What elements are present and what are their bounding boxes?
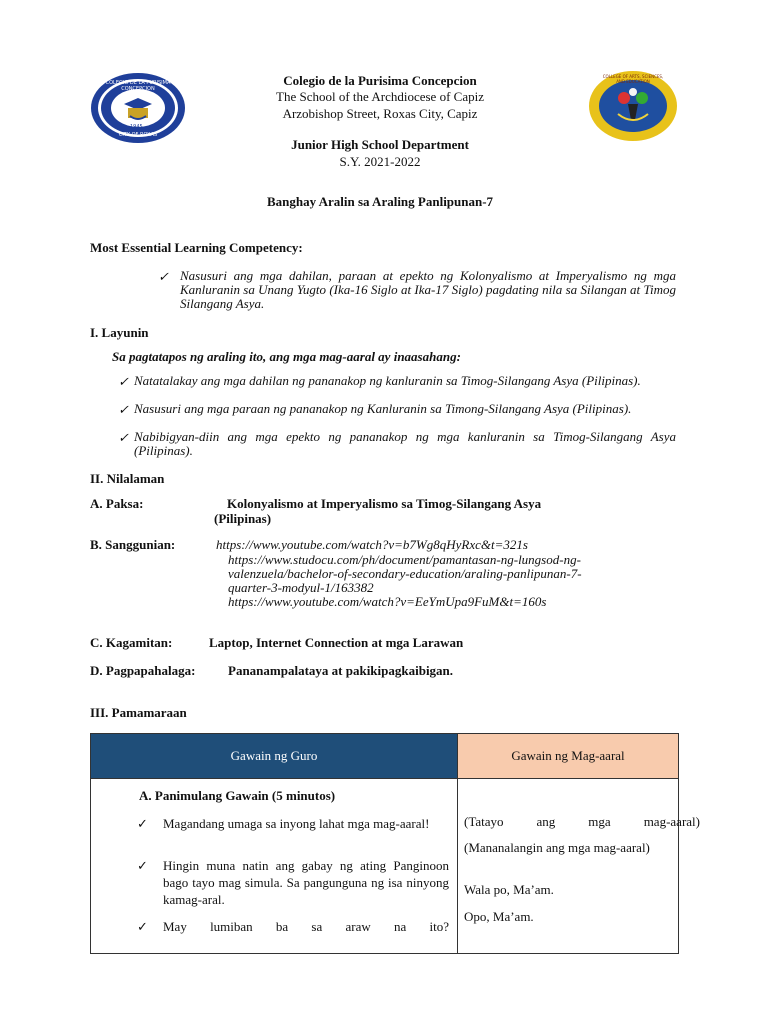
layunin-item-text: Natatalakay ang mga dahilan ng pananakop ng kanluranin sa Timog-Silangang Asya (Pilipinas). bbox=[134, 373, 641, 388]
magaaral-item: Wala po, Ma’am. bbox=[464, 882, 554, 897]
column-header-magaaral: Gawain ng Mag-aaral bbox=[458, 734, 679, 779]
guro-item-text: Magandang umaga sa inyong lahat mga mag-aaral! bbox=[163, 816, 430, 831]
paksa-value: Kolonyalismo at Imperyalismo sa Timog-Silangang Asya bbox=[227, 496, 542, 511]
left-logo-ring-text: COLEGIO DE LA PURISIMA CONCEPCION bbox=[105, 80, 171, 92]
check-icon: ✓ bbox=[137, 816, 148, 831]
paksa-label: A. Paksa: bbox=[90, 496, 144, 511]
check-icon: ✓ bbox=[158, 269, 169, 284]
school-year: S.Y. 2021-2022 bbox=[339, 154, 421, 169]
school-seal-left-logo bbox=[90, 72, 186, 144]
left-logo-bottom-text: CITY OF ROXAS bbox=[118, 132, 158, 138]
magaaral-item: (Tatayo ang mga mag-aaral) bbox=[464, 814, 700, 829]
department: Junior High School Department bbox=[291, 137, 469, 152]
layunin-item bbox=[118, 430, 676, 458]
magaaral-item: (Mananalangin ang mga mag-aaral) bbox=[464, 840, 650, 855]
magaaral-item: Opo, Ma’am. bbox=[464, 909, 534, 924]
sanggunian-link[interactable]: https://www.youtube.com/watch?v=EeYmUpa9FuM&t=160s bbox=[228, 594, 547, 609]
magaaral-cell bbox=[458, 779, 700, 954]
layunin-item bbox=[118, 402, 676, 416]
pagpapahalaga-label: D. Pagpapahalaga: bbox=[90, 663, 196, 678]
layunin-item-text: Nabibigyan-diin ang mga epekto ng pananakop ng mga kanluranin sa Timog-Silangang Asya (Pilipinas). bbox=[134, 429, 676, 458]
school-subtitle: The School of the Archdiocese of Capiz bbox=[276, 89, 484, 104]
sanggunian-label: B. Sanggunian: bbox=[90, 537, 176, 552]
check-icon: ✓ bbox=[118, 374, 129, 389]
right-logo-ring-text: COLLEGE OF ARTS, SCIENCES, AND EDUCATION bbox=[602, 74, 664, 84]
pagpapahalaga-value: Pananampalataya at pakikipagkaibigan. bbox=[228, 663, 454, 678]
sanggunian-link-cont[interactable]: quarter-3-modyul-1/163382 bbox=[228, 580, 374, 595]
table-header-row bbox=[91, 734, 679, 779]
layunin-item bbox=[118, 374, 676, 388]
college-seal-right-logo bbox=[588, 70, 678, 142]
kagamitan-label: C. Kagamitan: bbox=[90, 635, 173, 650]
kagamitan-value: Laptop, Internet Connection at mga Larawan bbox=[209, 635, 464, 650]
check-icon: ✓ bbox=[118, 430, 129, 445]
column-header-guro: Gawain ng Guro bbox=[91, 734, 458, 779]
melc-item-text: Nasusuri ang mga dahilan, paraan at epekto ng Kolonyalismo at Imperyalismo ng mga Kanluranin sa Unang Yugto (Ika-16 Siglo at Ika-17 Siglo) pagdating nila sa Silangan at Timog Silangang Asya. bbox=[180, 268, 676, 311]
left-logo-year: 1945 bbox=[130, 124, 143, 130]
sanggunian-link[interactable]: https://www.youtube.com/watch?v=b7Wg8qHyRxc&t=321s bbox=[216, 537, 528, 552]
guro-item bbox=[137, 918, 449, 935]
lesson-procedure-table bbox=[90, 733, 700, 954]
document-title: Banghay Aralin sa Araling Panlipunan-7 bbox=[266, 194, 494, 209]
sanggunian-link-cont[interactable]: valenzuela/bachelor-of-secondary-education/araling-panlipunan-7- bbox=[228, 566, 582, 581]
melc-item bbox=[158, 269, 676, 311]
sanggunian-link[interactable]: https://www.studocu.com/ph/document/pamantasan-ng-lungsod-ng- bbox=[228, 552, 581, 567]
guro-cell bbox=[91, 779, 458, 954]
check-icon: ✓ bbox=[137, 919, 148, 934]
school-name: Colegio de la Purisima Concepcion bbox=[283, 73, 477, 88]
melc-heading: Most Essential Learning Competency: bbox=[90, 240, 303, 255]
check-icon: ✓ bbox=[137, 858, 148, 873]
layunin-heading: I. Layunin bbox=[90, 325, 149, 340]
school-address: Arzobishop Street, Roxas City, Capiz bbox=[282, 106, 478, 121]
paksa-value-cont: (Pilipinas) bbox=[214, 511, 272, 526]
pamamaraan-heading: III. Pamamaraan bbox=[90, 705, 187, 720]
layunin-intro: Sa pagtatapos ng araling ito, ang mga mag-aaral ay inaasahang: bbox=[112, 349, 461, 364]
guro-item bbox=[137, 857, 449, 908]
guro-item-text: Hingin muna natin ang gabay ng ating Panginoon bago tayo mag simula. Sa pangunguna ng isa ninyong kamag-aral. bbox=[163, 858, 449, 907]
guro-item bbox=[137, 815, 449, 832]
table-row bbox=[91, 779, 679, 954]
check-icon: ✓ bbox=[118, 402, 129, 417]
nilalaman-heading: II. Nilalaman bbox=[90, 471, 165, 486]
layunin-item-text: Nasusuri ang mga paraan ng pananakop ng Kanluranin sa Timong-Silangang Asya (Pilipinas). bbox=[134, 401, 632, 416]
guro-item-text: May lumiban ba sa araw na ito? bbox=[163, 919, 449, 934]
section-title: A. Panimulang Gawain (5 minutos) bbox=[139, 788, 336, 803]
